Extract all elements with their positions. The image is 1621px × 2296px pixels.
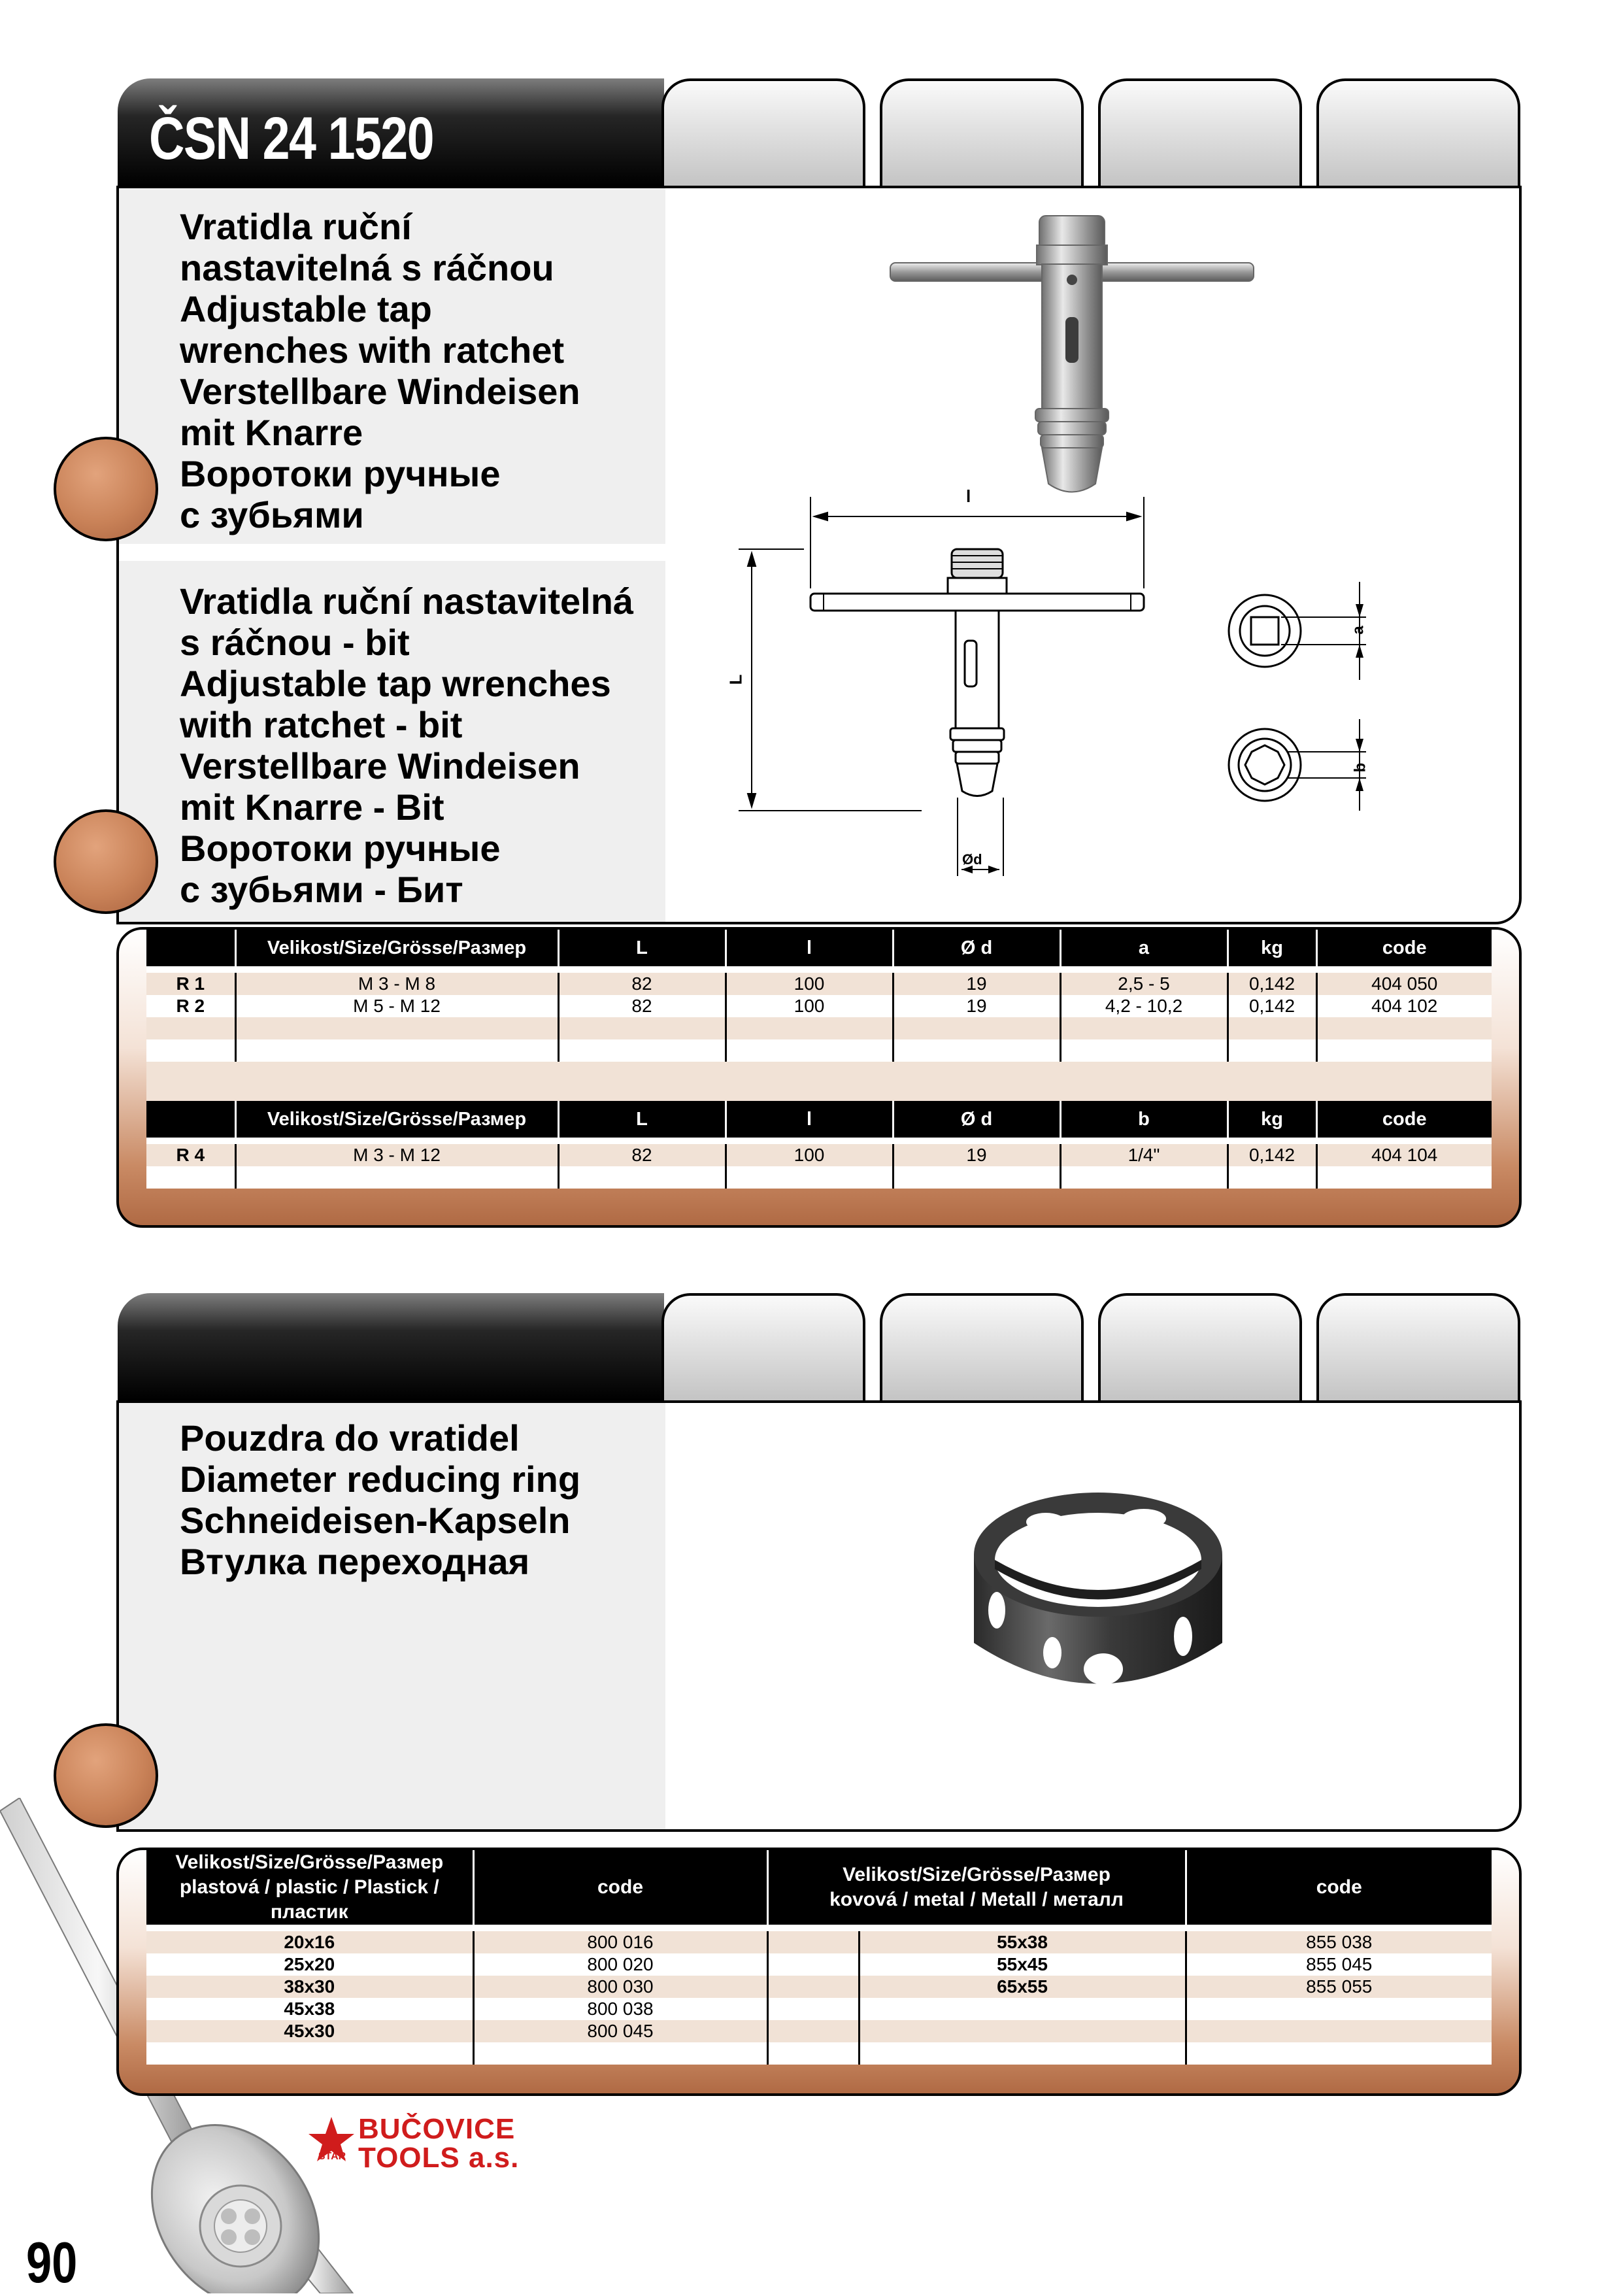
cell: 19: [893, 973, 1060, 995]
section1-title: ČSN 24 1520: [149, 105, 433, 172]
bullet-circle-2: [54, 809, 158, 914]
col-header: Ø d: [893, 1101, 1060, 1138]
cell: 1/4": [1060, 1144, 1228, 1166]
col-header: kg: [1228, 930, 1316, 966]
col-header: [146, 930, 235, 966]
cell: 4,2 - 10,2: [1060, 995, 1228, 1017]
col-header: a: [1060, 930, 1228, 966]
col-header-metal: [767, 1850, 1186, 1925]
cell: 100: [726, 973, 893, 995]
desc-line: Adjustable tap wrenches: [180, 663, 611, 704]
cell: 82: [558, 1144, 726, 1166]
cell: 45x30: [146, 2020, 473, 2042]
col-header: code: [1316, 1101, 1492, 1138]
desc-line: wrenches with ratchet: [180, 329, 565, 371]
cell: [859, 2020, 1186, 2042]
desc-line: Vratidla ruční: [180, 206, 412, 247]
desc-line: Verstellbare Windeisen: [180, 371, 580, 412]
cell: 45x38: [146, 1998, 473, 2020]
col-header: kg: [1228, 1101, 1316, 1138]
cell: 404 050: [1316, 973, 1492, 995]
cell: 38x30: [146, 1976, 473, 1998]
cell: 55x45: [859, 1953, 1186, 1976]
cell: M 3 - M 8: [235, 973, 558, 995]
dimension-label-b: b: [1351, 762, 1369, 773]
cell: 800 038: [473, 1998, 767, 2020]
col-header: [146, 1101, 235, 1138]
header-tab-5: [661, 1293, 865, 1400]
desc-line: mit Knarre: [180, 412, 363, 453]
dimension-label-d: Ød: [962, 851, 982, 868]
header-tab-6: [880, 1293, 1084, 1400]
bullet-circle-1: [54, 437, 158, 541]
bullet-circle-3: [54, 1723, 158, 1828]
cell: 82: [558, 973, 726, 995]
brand-name-line2: TOOLS a.s.: [358, 2142, 520, 2174]
table1-header-2: [146, 1101, 1492, 1138]
header-tab-1: [661, 78, 865, 186]
tap-wrench-photo: [889, 209, 1255, 503]
cell: 404 104: [1316, 1144, 1492, 1166]
cell: [1186, 2020, 1492, 2042]
header-line: plastová / plastic / Plastick / пластик: [179, 1876, 439, 1923]
col-header: L: [558, 930, 726, 966]
col-header: Velikost/Size/Grösse/Размер: [235, 930, 558, 966]
header-line: Velikost/Size/Grösse/Размер: [175, 1851, 444, 1873]
section1-description-2: [180, 581, 633, 910]
cell: M 3 - M 12: [235, 1144, 558, 1166]
section2-title-tab: [118, 1293, 664, 1400]
cell: 800 045: [473, 2020, 767, 2042]
table-row: [146, 2020, 1492, 2042]
cell: R 1: [146, 973, 235, 995]
desc-line: s ráčnou - bit: [180, 622, 410, 663]
header-line: kovová / metal / Metall / металл: [829, 1889, 1124, 1910]
desc-line: с зубьями - Бит: [180, 869, 463, 910]
desc-line: с зубьями: [180, 494, 364, 535]
desc-line: Schneideisen-Kapseln: [180, 1500, 571, 1541]
cell: 855 045: [1186, 1953, 1492, 1976]
cell: 19: [893, 1144, 1060, 1166]
col-header: l: [726, 1101, 893, 1138]
cell: 404 102: [1316, 995, 1492, 1017]
table1: [146, 930, 1492, 1189]
cell: 100: [726, 1144, 893, 1166]
cell: R 2: [146, 995, 235, 1017]
dimension-label-L: L: [726, 674, 746, 685]
technical-drawing: [726, 484, 1431, 889]
col-header-code: code: [473, 1850, 767, 1925]
cell: 800 030: [473, 1976, 767, 1998]
desc-line: Pouzdra do vratidel: [180, 1417, 520, 1459]
header-tab-2: [880, 78, 1084, 186]
cell: 0,142: [1228, 1144, 1316, 1166]
desc-line: Diameter reducing ring: [180, 1459, 581, 1500]
section1-title-tab: [118, 78, 664, 186]
cell: 65x55: [859, 1976, 1186, 1998]
col-header-code: code: [1186, 1850, 1492, 1925]
table2: [146, 1850, 1492, 2065]
page-number: 90: [26, 2230, 78, 2295]
col-header: L: [558, 1101, 726, 1138]
table-row: [146, 1953, 1492, 1976]
table-row: [146, 1931, 1492, 1953]
col-header: Ø d: [893, 930, 1060, 966]
cell: [859, 1998, 1186, 2020]
cell: 25x20: [146, 1953, 473, 1976]
table-row: [146, 1976, 1492, 1998]
header-tab-8: [1316, 1293, 1520, 1400]
dimension-label-a: a: [1349, 626, 1367, 635]
brand-mark: STAR: [318, 2151, 346, 2162]
col-header: code: [1316, 930, 1492, 966]
cell: 19: [893, 995, 1060, 1017]
table1-header: [146, 930, 1492, 966]
desc-line: Воротоки ручные: [180, 828, 501, 869]
cell: 100: [726, 995, 893, 1017]
cell: 2,5 - 5: [1060, 973, 1228, 995]
dimension-label-l: l: [966, 486, 971, 506]
col-header-plastic: [146, 1850, 473, 1925]
reducing-ring-photo: [967, 1483, 1229, 1718]
cell: 855 055: [1186, 1976, 1492, 1998]
desc-line: mit Knarre - Bit: [180, 786, 444, 828]
table-row: [146, 973, 1492, 995]
cell: 800 020: [473, 1953, 767, 1976]
header-line: Velikost/Size/Grösse/Размер: [843, 1864, 1111, 1885]
cell: 0,142: [1228, 973, 1316, 995]
desc-line: Adjustable tap: [180, 288, 432, 329]
cell: R 4: [146, 1144, 235, 1166]
cell: [1186, 1998, 1492, 2020]
cell: 55x38: [859, 1931, 1186, 1953]
header-tab-3: [1098, 78, 1302, 186]
cell: M 5 - M 12: [235, 995, 558, 1017]
desc-line: Воротоки ручные: [180, 453, 501, 494]
cell: 855 038: [1186, 1931, 1492, 1953]
col-header: l: [726, 930, 893, 966]
header-tab-4: [1316, 78, 1520, 186]
cell: 20x16: [146, 1931, 473, 1953]
section2-description: [180, 1417, 580, 1582]
table-row: [146, 1144, 1492, 1166]
desc-line: with ratchet - bit: [180, 704, 463, 745]
brand-name-line1: BUČOVICE: [358, 2113, 516, 2145]
col-header: Velikost/Size/Grösse/Размер: [235, 1101, 558, 1138]
header-tab-7: [1098, 1293, 1302, 1400]
cell: 82: [558, 995, 726, 1017]
desc-line: Vratidla ruční nastavitelná: [180, 581, 634, 622]
table-row: [146, 995, 1492, 1017]
table-row: [146, 1998, 1492, 2020]
col-header: b: [1060, 1101, 1228, 1138]
desc-line: Втулка переходная: [180, 1541, 530, 1582]
cell: 800 016: [473, 1931, 767, 1953]
table2-header: [146, 1850, 1492, 1925]
desc-line: nastavitelná s ráčnou: [180, 247, 554, 288]
section1-description-1: [180, 206, 580, 535]
desc-line: Verstellbare Windeisen: [180, 745, 580, 786]
cell: 0,142: [1228, 995, 1316, 1017]
